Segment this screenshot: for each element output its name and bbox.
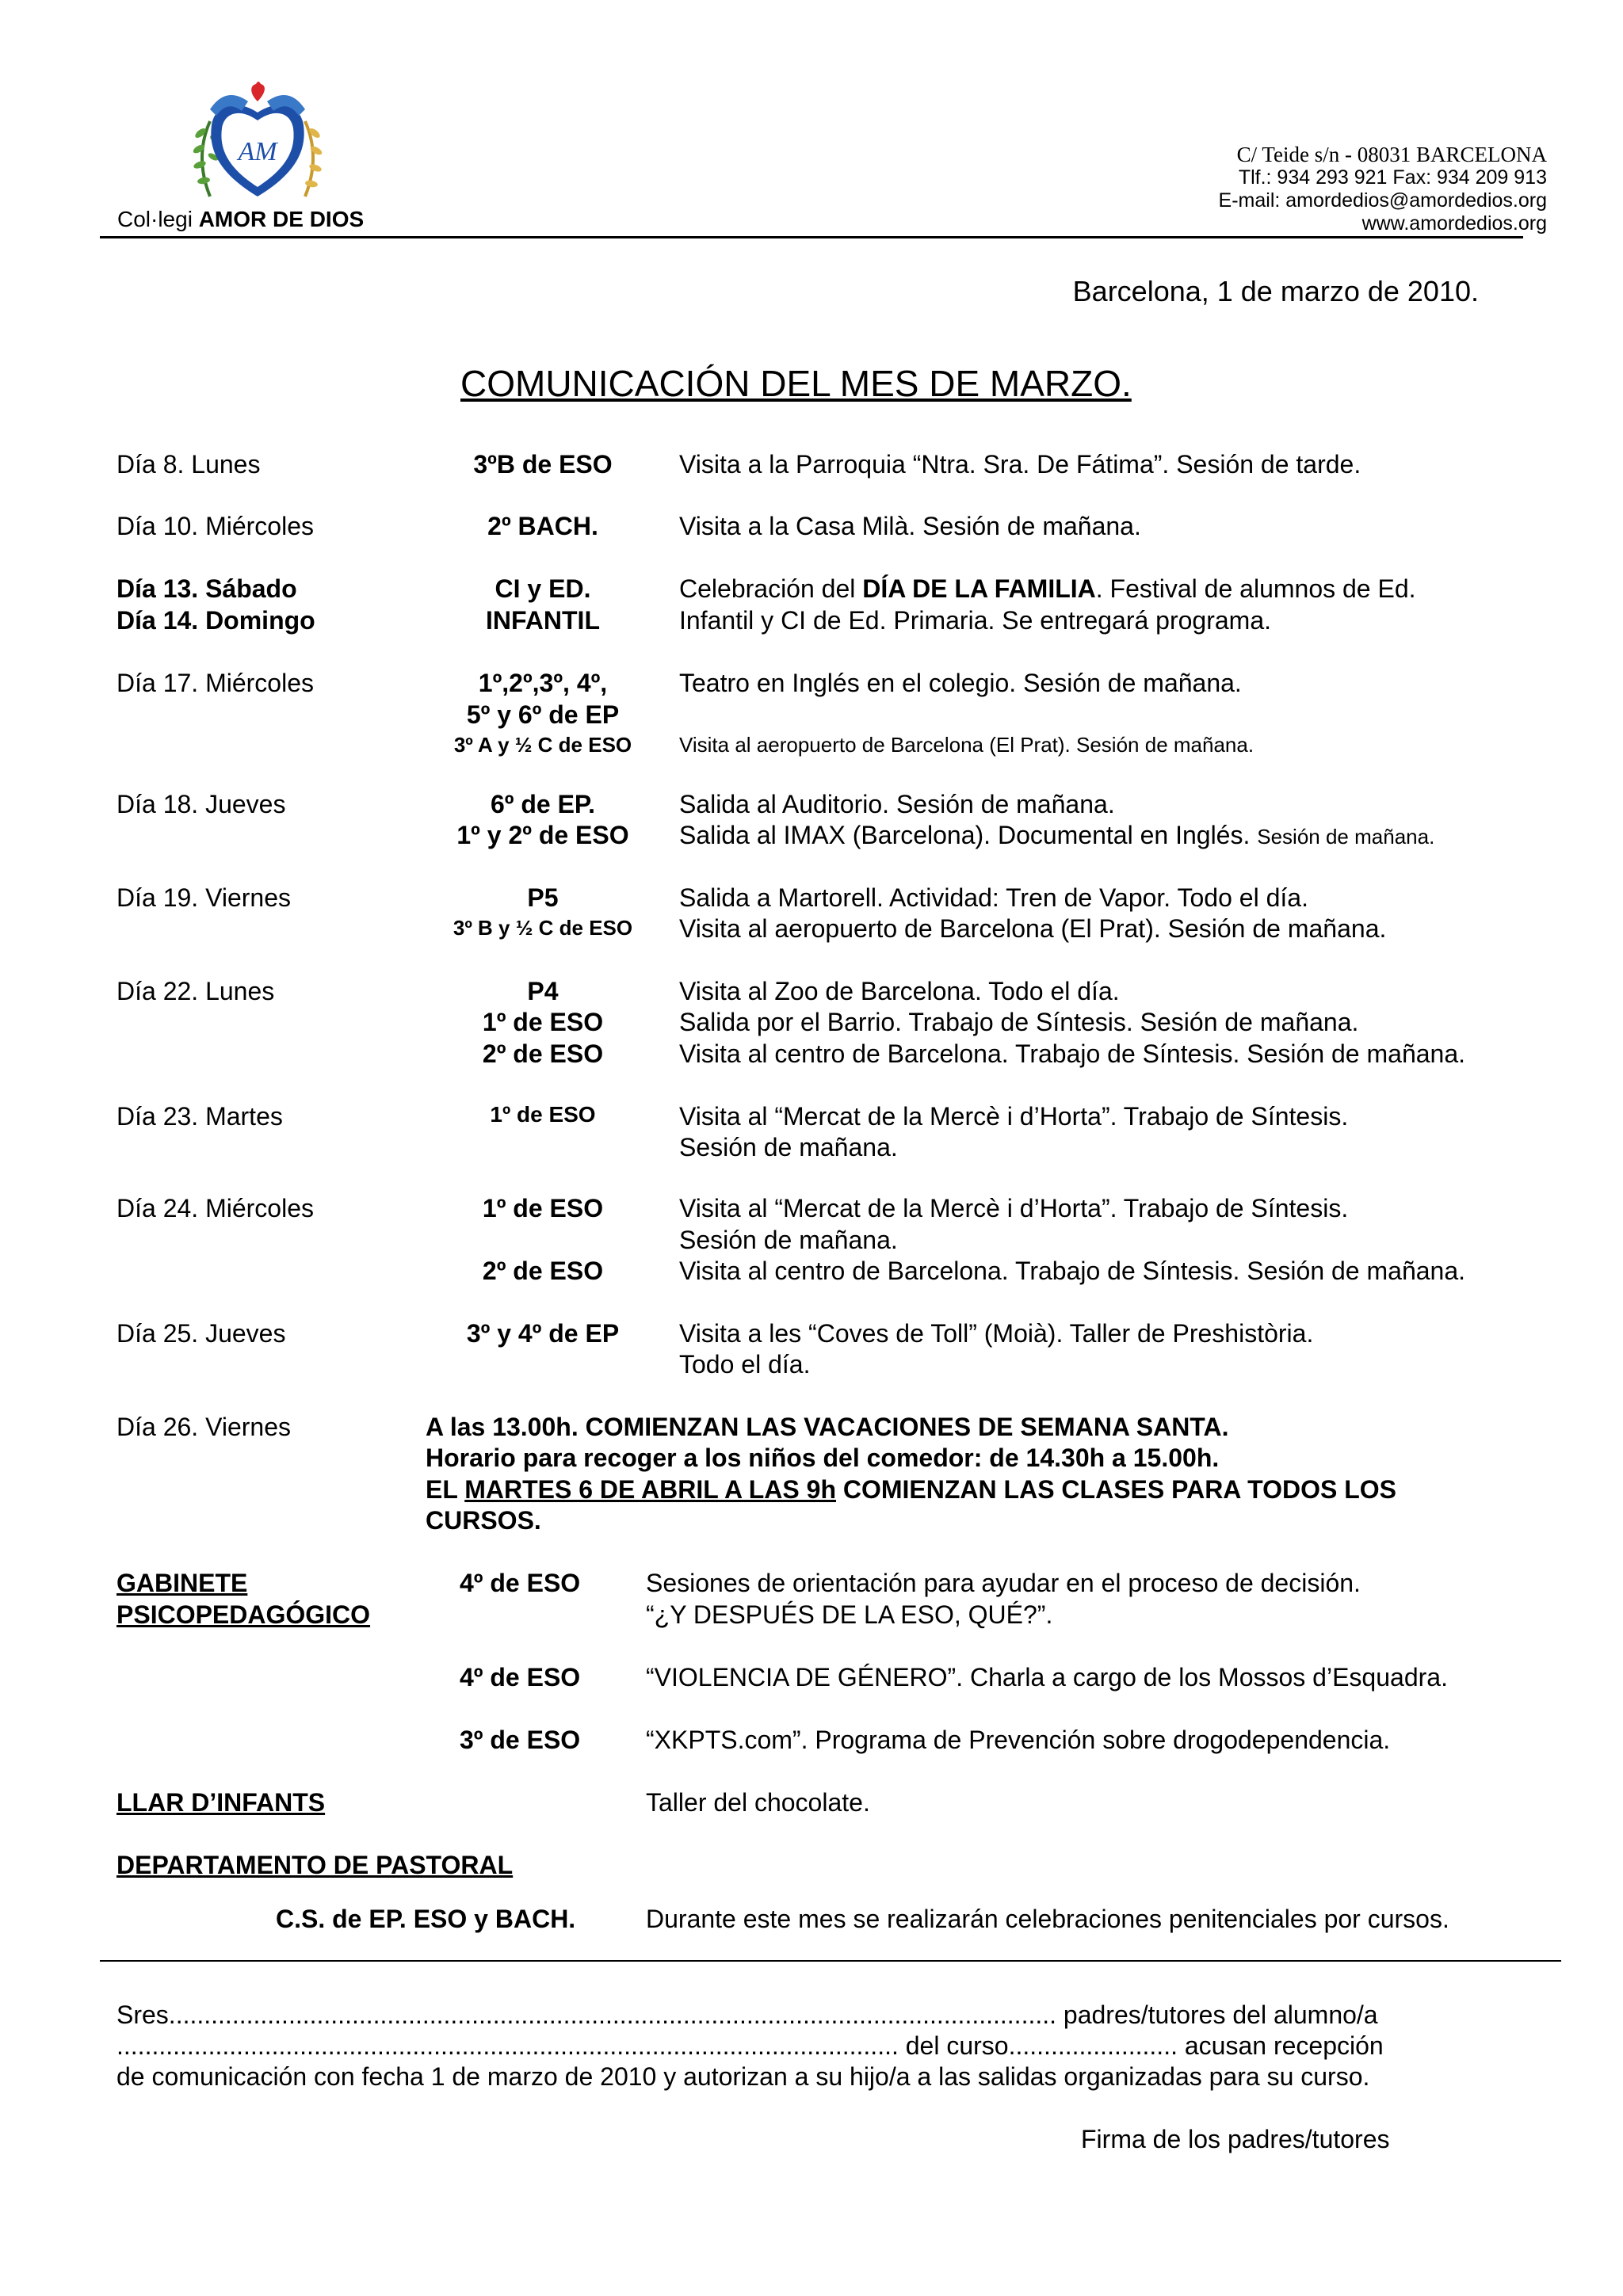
event-day: Día 8. Lunes bbox=[116, 450, 261, 479]
event-day: Día 14. Domingo bbox=[116, 606, 315, 635]
acknowledgement-line: de comunicación con fecha 1 de marzo de 2010 y autorizan a su hijo/a a las salidas organizadas para su curso. bbox=[116, 2062, 1370, 2091]
event-description: Salida al Auditorio. Sesión de mañana. bbox=[679, 790, 1115, 818]
event-group: CI y ED. bbox=[495, 574, 591, 603]
desc-text: Celebración del bbox=[679, 574, 863, 603]
department-group: 4º de ESO bbox=[460, 1569, 581, 1597]
notice-text: EL bbox=[426, 1475, 465, 1504]
event-description: Salida a Martorell. Actividad: Tren de Vapor. Todo el día. bbox=[679, 883, 1308, 912]
email: E-mail: amordedios@amordedios.org bbox=[1218, 189, 1547, 212]
event-description: Visita al “Mercat de la Mercè i d’Horta”. Trabajo de Síntesis. bbox=[679, 1102, 1349, 1131]
department-description: Sesiones de orientación para ayudar en el proceso de decisión. bbox=[646, 1569, 1361, 1597]
department-description: “VIOLENCIA DE GÉNERO”. Charla a cargo de los Mossos d’Esquadra. bbox=[646, 1663, 1448, 1691]
school-name bbox=[117, 206, 364, 233]
holiday-notice bbox=[426, 1474, 1396, 1505]
event-description: Sesión de mañana. bbox=[679, 1133, 898, 1161]
event-description: Sesión de mañana. bbox=[679, 1226, 898, 1254]
event-day: Día 17. Miércoles bbox=[116, 669, 314, 697]
department-description: Taller del chocolate. bbox=[646, 1788, 870, 1817]
holiday-notice: A las 13.00h. COMIENZAN LAS VACACIONES DE SEMANA SANTA. bbox=[426, 1413, 1229, 1441]
event-group: 3º B y ½ C de ESO bbox=[453, 916, 633, 940]
school-logo bbox=[186, 78, 329, 204]
event-description: Teatro en Inglés en el colegio. Sesión de mañana. bbox=[679, 669, 1242, 697]
desc-text: . Festival de alumnos de Ed. bbox=[1095, 574, 1416, 603]
event-group: 3º y 4º de EP bbox=[466, 1319, 620, 1348]
event-description: Visita al Zoo de Barcelona. Todo el día. bbox=[679, 977, 1120, 1005]
signature-label: Firma de los padres/tutores bbox=[1081, 2125, 1390, 2153]
event-group: 6º de EP. bbox=[490, 790, 596, 818]
page-title: COMUNICACIÓN DEL MES DE MARZO. bbox=[460, 363, 1132, 404]
event-description: Visita al “Mercat de la Mercè i d’Horta”. Trabajo de Síntesis. bbox=[679, 1194, 1349, 1222]
event-group: 5º y 6º de EP bbox=[466, 700, 620, 729]
website: www.amordedios.org bbox=[1361, 212, 1547, 235]
department-description: “XKPTS.com”. Programa de Prevención sobre drogodependencia. bbox=[646, 1726, 1391, 1754]
event-group: INFANTIL bbox=[486, 606, 600, 635]
event-group: 2º BACH. bbox=[487, 512, 598, 540]
event-day: Día 10. Miércoles bbox=[116, 512, 314, 540]
event-group: 1º,2º,3º, 4º, bbox=[478, 669, 608, 697]
desc-text: Salida al IMAX (Barcelona). Documental en Inglés. bbox=[679, 821, 1258, 849]
event-description: Visita a la Parroquia “Ntra. Sra. De Fátima”. Sesión de tarde. bbox=[679, 450, 1361, 479]
event-description: Visita al centro de Barcelona. Trabajo de Síntesis. Sesión de mañana. bbox=[679, 1039, 1466, 1068]
department-group: C.S. de EP. ESO y BACH. bbox=[276, 1905, 576, 1933]
acknowledgement-line: Sres.............................................................................................................................. padres/tutores del alumno/a bbox=[116, 2000, 1378, 2029]
department-label: DEPARTAMENTO DE PASTORAL bbox=[116, 1851, 514, 1879]
notice-date: MARTES 6 DE ABRIL A LAS 9h bbox=[464, 1475, 836, 1504]
event-day: Día 24. Miércoles bbox=[116, 1194, 314, 1222]
event-description bbox=[679, 573, 1416, 605]
event-day: Día 19. Viernes bbox=[116, 883, 291, 912]
department-label: LLAR D’INFANTS bbox=[116, 1788, 326, 1817]
event-day: Día 23. Martes bbox=[116, 1102, 283, 1131]
date-line: Barcelona, 1 de marzo de 2010. bbox=[1072, 275, 1479, 307]
event-group: 1º y 2º de ESO bbox=[456, 821, 629, 849]
event-description: Visita a les “Coves de Toll” (Moià). Taller de Preshistòria. bbox=[679, 1319, 1314, 1348]
event-day: Día 18. Jueves bbox=[116, 790, 286, 818]
department-description: “¿Y DESPUÉS DE LA ESO, QUÉ?”. bbox=[646, 1600, 1053, 1629]
phone-fax: Tlf.: 934 293 921 Fax: 934 209 913 bbox=[1238, 166, 1547, 189]
svg-text:AM: AM bbox=[238, 137, 277, 166]
event-day: Día 26. Viernes bbox=[116, 1413, 291, 1441]
event-group: 1º de ESO bbox=[490, 1102, 596, 1127]
event-group: 2º de ESO bbox=[482, 1039, 604, 1068]
address: C/ Teide s/n - 08031 BARCELONA bbox=[1236, 143, 1547, 166]
event-description: Salida por el Barrio. Trabajo de Síntesis. Sesión de mañana. bbox=[679, 1008, 1359, 1036]
department-group: 4º de ESO bbox=[460, 1663, 581, 1691]
contact-block bbox=[913, 143, 1547, 235]
event-description: Visita a la Casa Milà. Sesión de mañana. bbox=[679, 512, 1141, 540]
event-description: Todo el día. bbox=[679, 1350, 811, 1379]
event-group: 1º de ESO bbox=[482, 1194, 604, 1222]
event-description: Visita al aeropuerto de Barcelona (El Prat). Sesión de mañana. bbox=[679, 914, 1387, 943]
department-label: GABINETE bbox=[116, 1569, 248, 1597]
footer-divider bbox=[100, 1960, 1561, 1962]
event-group: P4 bbox=[527, 977, 559, 1005]
notice-text: COMIENZAN LAS CLASES PARA TODOS LOS bbox=[835, 1475, 1396, 1504]
event-day: Día 22. Lunes bbox=[116, 977, 275, 1005]
event-group: 2º de ESO bbox=[482, 1257, 604, 1285]
holiday-notice: CURSOS. bbox=[426, 1506, 541, 1535]
acknowledgement-line: ............................................................................................................... del curso........................ acusan recepción bbox=[116, 2031, 1384, 2060]
school-name-bold: AMOR DE DIOS bbox=[198, 207, 365, 231]
event-description: Infantil y CI de Ed. Primaria. Se entregará programa. bbox=[679, 606, 1272, 635]
school-prefix: Col·legi bbox=[117, 207, 199, 231]
event-group: 3ºB de ESO bbox=[473, 450, 613, 479]
event-description: Visita al aeropuerto de Barcelona (El Prat). Sesión de mañana. bbox=[679, 733, 1254, 757]
event-description: Visita al centro de Barcelona. Trabajo de Síntesis. Sesión de mañana. bbox=[679, 1257, 1466, 1285]
department-description: Durante este mes se realizarán celebraciones penitenciales por cursos. bbox=[646, 1905, 1449, 1933]
event-day: Día 25. Jueves bbox=[116, 1319, 286, 1348]
department-label: PSICOPEDAGÓGICO bbox=[116, 1600, 371, 1629]
desc-highlight: DÍA DE LA FAMILIA bbox=[862, 574, 1096, 603]
header-divider bbox=[100, 236, 1523, 238]
desc-text-small: Sesión de mañana. bbox=[1257, 825, 1435, 849]
event-description bbox=[679, 819, 1434, 852]
holiday-notice: Horario para recoger a los niños del comedor: de 14.30h a 15.00h. bbox=[426, 1444, 1220, 1472]
event-group: 3º A y ½ C de ESO bbox=[453, 733, 632, 757]
event-group: 1º de ESO bbox=[482, 1008, 604, 1036]
event-day: Día 13. Sábado bbox=[116, 574, 297, 603]
event-group: P5 bbox=[527, 883, 559, 912]
department-group: 3º de ESO bbox=[460, 1726, 581, 1754]
